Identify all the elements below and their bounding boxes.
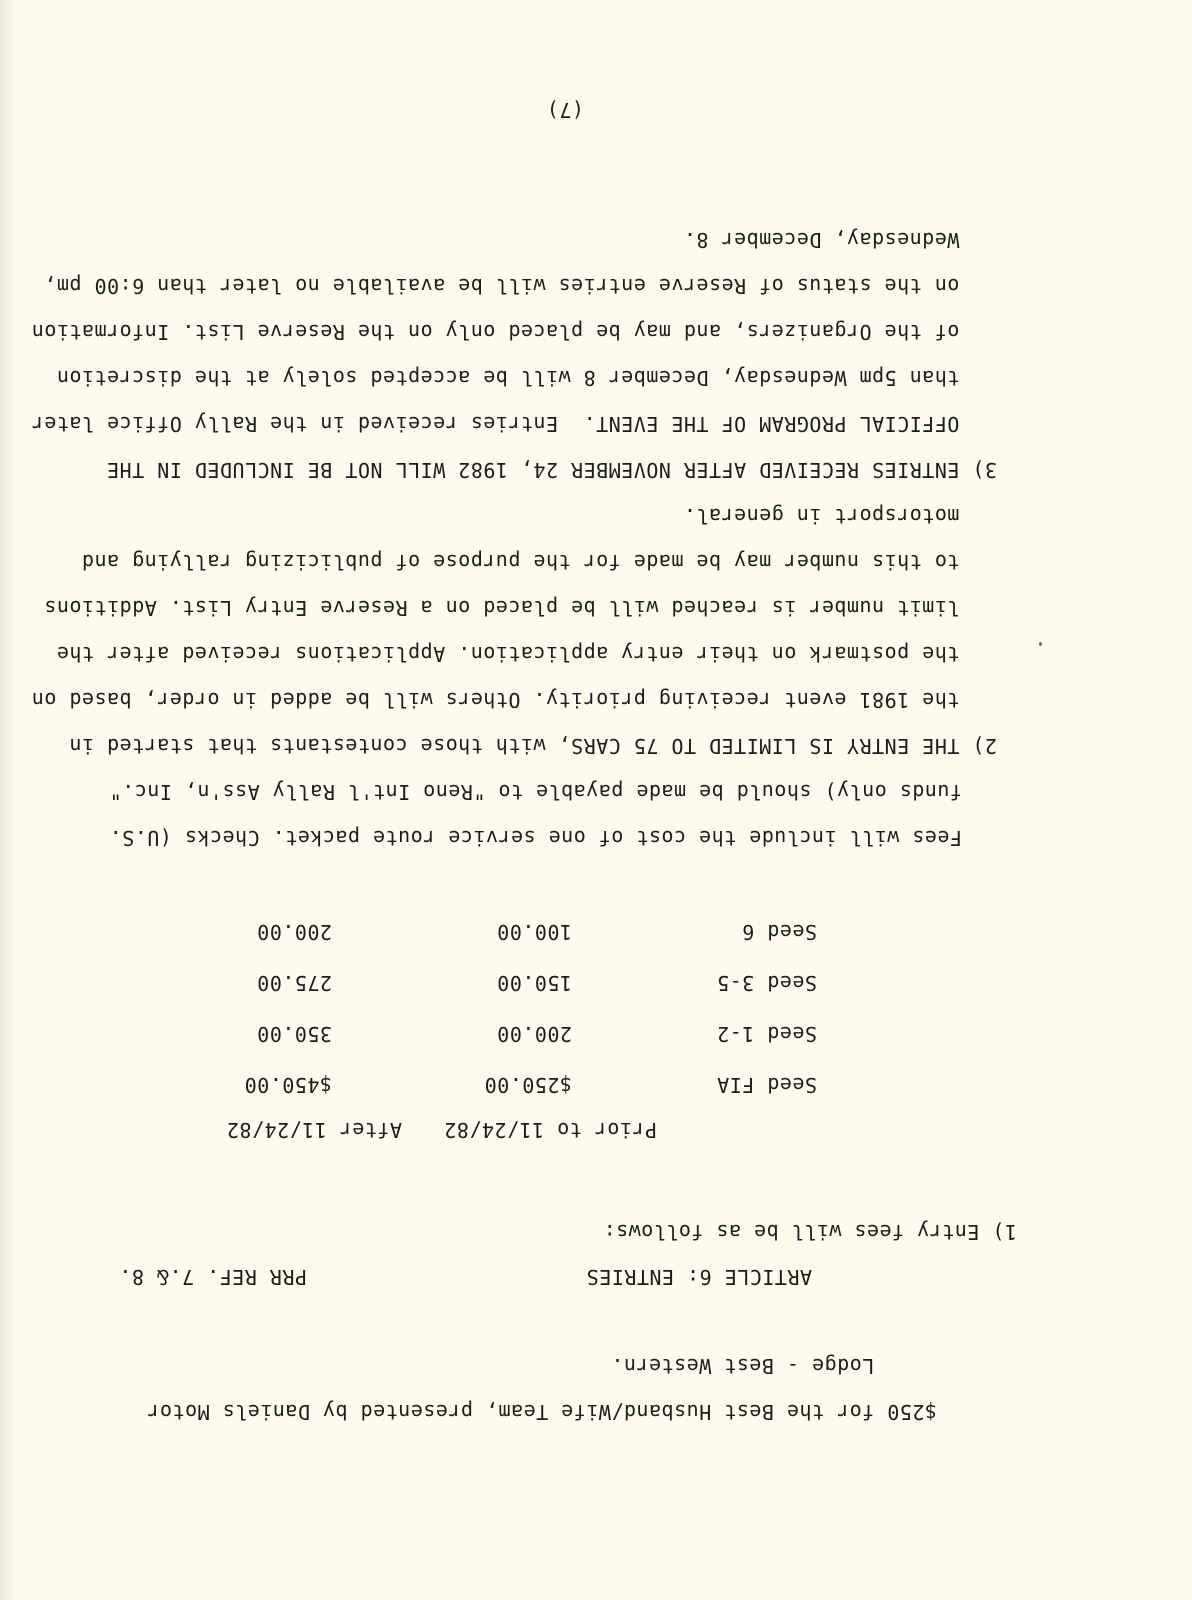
entry-fees-intro: 1) Entry fees will be as follows: — [603, 1220, 1017, 1244]
entry-limit-line: limit number is reached will be placed on a Reserve Entry List. Additions — [43, 596, 997, 620]
fee-row-prior: 150.00 — [496, 971, 572, 995]
fee-row-prior: $250.00 — [484, 1073, 572, 1097]
article-title: ARTICLE 6: ENTRIES — [586, 1265, 812, 1289]
fee-row-seed: Seed 3-5 — [716, 971, 817, 995]
fees-note-line-2: funds only) should be made payable to "Reno Int'l Rally Ass'n, Inc." — [109, 780, 962, 804]
ink-speck — [1039, 642, 1042, 646]
fee-row-after: 200.00 — [256, 920, 332, 944]
fee-row-seed: Seed FIA — [716, 1073, 817, 1097]
prize-line-2: Lodge - Best Western. — [610, 1354, 937, 1378]
entry-limit-line: motorsport in general. — [683, 504, 997, 528]
fee-row-after: 350.00 — [256, 1022, 332, 1046]
fee-row-seed: Seed 6 — [741, 920, 817, 944]
column-header-prior: Prior to 11/24/82 — [443, 1118, 657, 1142]
prize-line-1: $250 for the Best Husband/Wife Team, presented by Daniels Motor — [146, 1400, 937, 1424]
late-entries-line: on the status of Reserve entries will be available no later than 6:00 pm, — [43, 274, 997, 298]
entry-limit-line: the postmark on their entry application. Applications received after the — [56, 642, 997, 666]
late-entries-line: 3) ENTRIES RECEIVED AFTER NOVEMBER 24, 1982 WILL NOT BE INCLUDED IN THE — [106, 458, 997, 482]
fee-row-prior: 200.00 — [496, 1022, 572, 1046]
column-header-after: After 11/24/82 — [226, 1118, 402, 1142]
article-ref: PRR REF. 7.& 8. — [118, 1265, 307, 1289]
entry-limit-line: to this number may be made for the purpose of publicizing rallying and — [81, 550, 997, 574]
late-entries-line: than 5pm Wednesday, December 8 will be accepted solely at the discretion — [56, 366, 997, 390]
page-number: (7) — [546, 98, 584, 122]
fee-row-seed: Seed 1-2 — [716, 1022, 817, 1046]
fees-note-line-1: Fees will include the cost of one service route packet. Checks (U.S. — [109, 826, 962, 850]
fee-row-after: $450.00 — [244, 1073, 332, 1097]
fee-row-after: 275.00 — [256, 971, 332, 995]
entry-limit-line: 2) THE ENTRY IS LIMITED TO 75 CARS, with those contestants that started in — [68, 734, 997, 758]
late-entries-line: of the Organizers, and may be placed only on the Reserve List. Information — [31, 320, 997, 344]
page-edge-shadow — [0, 0, 16, 1600]
entry-limit-line: the 1981 event receiving priority. Others will be added in order, based on — [31, 688, 997, 712]
late-entries-line: Wednesday, December 8. — [683, 228, 997, 252]
fee-row-prior: 100.00 — [496, 920, 572, 944]
late-entries-line: OFFICIAL PROGRAM OF THE EVENT. Entries received in the Rally Office later — [31, 412, 997, 436]
